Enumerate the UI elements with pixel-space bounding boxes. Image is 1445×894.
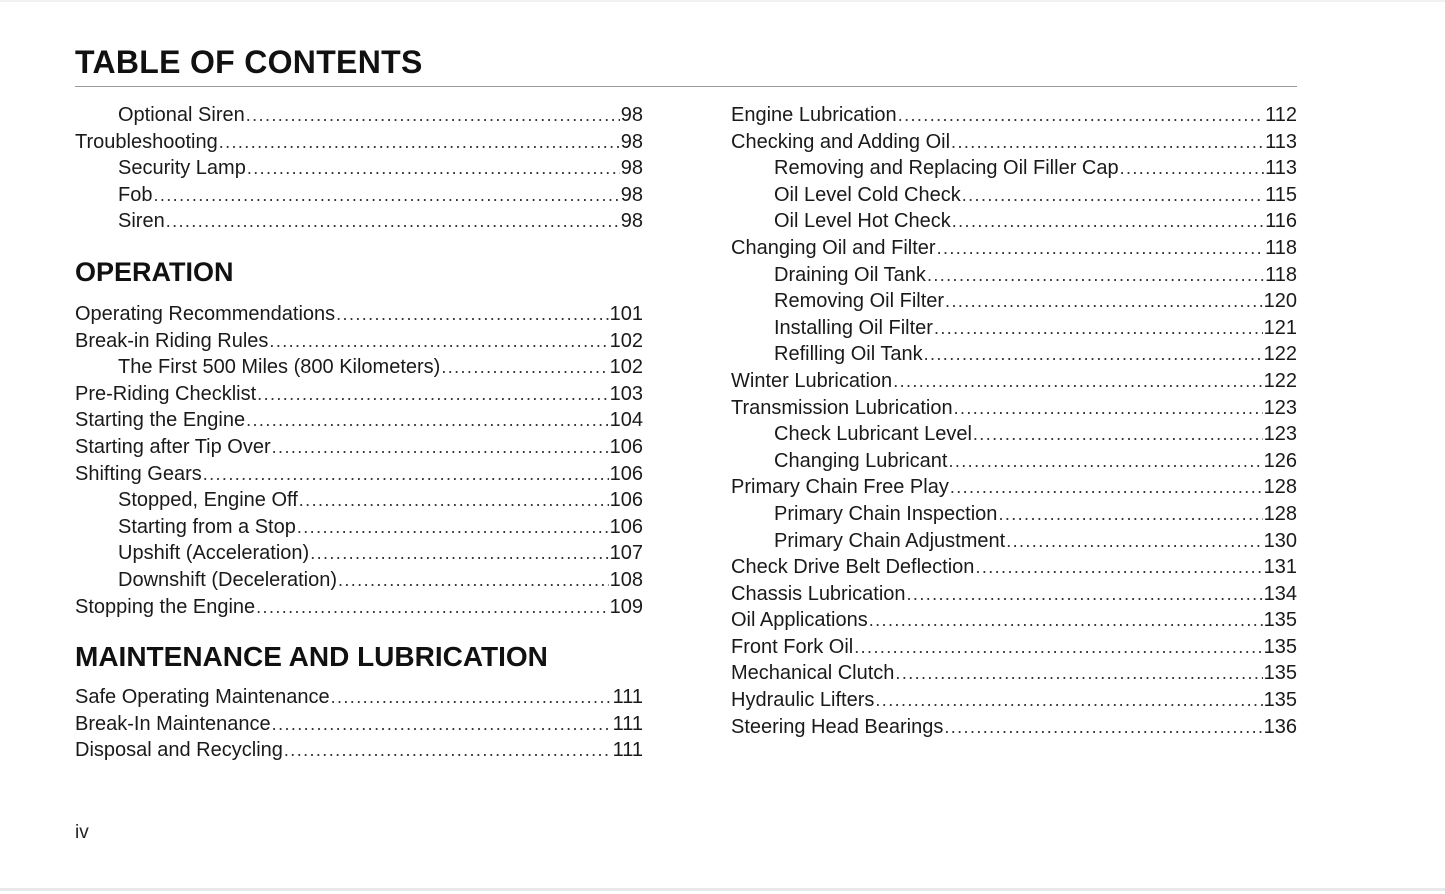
- toc-entry-title: Check Lubricant Level: [774, 423, 972, 446]
- toc-entry-title: Check Drive Belt Deflection: [731, 556, 975, 579]
- dot-leader: [284, 737, 612, 764]
- toc-entry-page: 130: [1263, 529, 1297, 552]
- toc-entry: [75, 407, 643, 434]
- toc-entry-page: 120: [1263, 290, 1297, 313]
- toc-entry-title: Pre-Riding Checklist: [75, 382, 257, 405]
- dot-leader: [299, 487, 609, 514]
- toc-entry: [75, 684, 643, 711]
- toc-entry-page: 135: [1263, 662, 1297, 685]
- toc-entry: [75, 434, 643, 461]
- toc-entry-title: Transmission Lubrication: [731, 396, 953, 419]
- toc-entry-title: Shifting Gears: [75, 462, 202, 485]
- toc-entry: [731, 235, 1297, 262]
- toc-entry-title: Draining Oil Tank: [774, 263, 926, 286]
- toc-entry-title: Refilling Oil Tank: [774, 343, 923, 366]
- toc-entry: [75, 514, 643, 541]
- dot-leader: [895, 660, 1262, 687]
- section-heading-maintenance: MAINTENANCE AND LUBRICATION: [75, 641, 548, 673]
- dot-leader: [257, 381, 608, 408]
- dot-leader: [153, 182, 619, 209]
- toc-entry: [731, 501, 1297, 528]
- toc-entry-title: Engine Lubrication: [731, 104, 897, 126]
- toc-entry: [731, 448, 1297, 475]
- toc-entry: [75, 487, 643, 514]
- dot-leader: [907, 581, 1263, 608]
- toc-entry-title: Operating Recommendations: [75, 302, 336, 325]
- toc-entry: [75, 354, 643, 381]
- toc-entry-page: 98: [620, 157, 643, 180]
- toc-entry-page: 122: [1263, 343, 1297, 366]
- dot-leader: [975, 554, 1262, 581]
- toc-entry-title: Stopping the Engine: [75, 595, 256, 618]
- toc-entry-title: Removing Oil Filter: [774, 290, 945, 313]
- toc-entry: [75, 328, 643, 355]
- toc-entry-title: Changing Lubricant: [774, 449, 948, 472]
- dot-leader: [854, 634, 1262, 661]
- toc-entry: [731, 288, 1297, 315]
- toc-entry-page: 135: [1263, 609, 1297, 632]
- dot-leader: [944, 714, 1262, 741]
- dot-leader: [219, 129, 620, 156]
- toc-entry-page: 98: [620, 210, 643, 233]
- toc-entry-title: Starting the Engine: [75, 409, 246, 432]
- toc-entry: [731, 554, 1297, 581]
- title-divider: [75, 86, 1297, 87]
- toc-entry-page: 123: [1263, 423, 1297, 446]
- dot-leader: [927, 262, 1264, 289]
- toc-entry-page: 115: [1265, 183, 1297, 206]
- toc-entry: [731, 155, 1297, 182]
- dot-leader: [1120, 155, 1265, 182]
- toc-entry-page: 108: [609, 568, 643, 591]
- toc-entry-title: Oil Applications: [731, 609, 868, 632]
- dot-leader: [937, 235, 1265, 262]
- toc-entry-page: 136: [1263, 715, 1297, 738]
- toc-entry-title: Oil Level Hot Check: [774, 210, 951, 233]
- toc-entry-page: 118: [1265, 263, 1297, 286]
- toc-entry-title: Primary Chain Inspection: [774, 502, 998, 525]
- toc-entry-title: Break-In Maintenance: [75, 712, 271, 735]
- toc-entry-page: 106: [609, 462, 643, 485]
- toc-entry: [75, 737, 643, 764]
- toc-entry-title: Upshift (Acceleration): [118, 542, 310, 565]
- dot-leader: [246, 102, 620, 129]
- toc-entry: [731, 368, 1297, 395]
- toc-entry-page: 113: [1265, 157, 1297, 180]
- toc-entry-page: 111: [612, 686, 643, 709]
- toc-entry: [75, 129, 643, 156]
- toc-entry: [731, 660, 1297, 687]
- dot-leader: [256, 594, 608, 621]
- toc-entry-title: Downshift (Deceleration): [118, 568, 337, 591]
- toc-right-column: [731, 102, 1297, 740]
- toc-entry-page: 102: [609, 356, 643, 379]
- dot-leader: [951, 129, 1264, 156]
- dot-leader: [998, 501, 1262, 528]
- dot-leader: [246, 407, 609, 434]
- toc-entry-title: Checking and Adding Oil: [731, 130, 951, 153]
- toc-entry: [731, 474, 1297, 501]
- toc-entry: [75, 208, 643, 235]
- dot-leader: [297, 514, 609, 541]
- toc-entry-title: Disposal and Recycling: [75, 739, 283, 762]
- toc-entry-page: 107: [609, 542, 643, 565]
- toc-entry: [731, 421, 1297, 448]
- dot-leader: [310, 540, 608, 567]
- toc-entry-page: 104: [609, 409, 643, 432]
- toc-entry-page: 131: [1263, 556, 1297, 579]
- toc-entry-title: Mechanical Clutch: [731, 662, 895, 685]
- toc-entry: [731, 528, 1297, 555]
- toc-entry-title: Fob: [118, 183, 153, 206]
- dot-leader: [272, 434, 609, 461]
- toc-entry-title: Chassis Lubrication: [731, 582, 906, 605]
- dot-leader: [1006, 528, 1262, 555]
- toc-entry-page: 128: [1263, 476, 1297, 499]
- dot-leader: [272, 711, 612, 738]
- toc-entry-page: 121: [1263, 316, 1297, 339]
- toc-entry-title: Oil Level Cold Check: [774, 183, 961, 206]
- toc-maintenance-entries: [75, 684, 643, 764]
- toc-entry-page: 102: [609, 329, 643, 352]
- toc-entry-page: 118: [1265, 236, 1297, 259]
- toc-entry-title: Starting after Tip Over: [75, 435, 271, 458]
- toc-entry: [731, 129, 1297, 156]
- toc-entry-title: Security Lamp: [118, 157, 246, 180]
- toc-entry-page: 98: [620, 183, 643, 206]
- toc-entry: [731, 607, 1297, 634]
- dot-leader: [962, 182, 1264, 209]
- dot-leader: [973, 421, 1263, 448]
- toc-entry-title: Front Fork Oil: [731, 635, 854, 658]
- toc-entry: [75, 102, 643, 129]
- toc-entry-page: 111: [612, 739, 643, 762]
- dot-leader: [952, 208, 1264, 235]
- toc-entry: [731, 102, 1297, 129]
- toc-entry-page: 134: [1263, 582, 1297, 605]
- toc-entry: [731, 714, 1297, 741]
- dot-leader: [950, 474, 1263, 501]
- toc-operation-entries: [75, 301, 643, 620]
- toc-entry-page: 122: [1263, 369, 1297, 392]
- toc-entry: [731, 341, 1297, 368]
- toc-entry-title: Siren: [118, 210, 165, 233]
- toc-entry: [75, 711, 643, 738]
- toc-entry-page: 126: [1263, 449, 1297, 472]
- toc-entry-page: 98: [620, 130, 643, 153]
- dot-leader: [441, 354, 608, 381]
- dot-leader: [203, 461, 609, 488]
- dot-leader: [247, 155, 620, 182]
- toc-entry-title: Removing and Replacing Oil Filler Cap: [774, 157, 1119, 180]
- toc-entry-page: 112: [1265, 104, 1297, 126]
- toc-entry-page: 128: [1263, 502, 1297, 525]
- toc-entry: [75, 567, 643, 594]
- dot-leader: [948, 448, 1262, 475]
- toc-top-entries: [75, 102, 643, 235]
- dot-leader: [945, 288, 1263, 315]
- toc-entry: [731, 262, 1297, 289]
- toc-entry-title: Break-in Riding Rules: [75, 329, 269, 352]
- toc-entry-title: Safe Operating Maintenance: [75, 686, 330, 709]
- scan-top-edge: [0, 0, 1445, 2]
- dot-leader: [875, 687, 1262, 714]
- page-title: TABLE OF CONTENTS: [75, 44, 423, 80]
- toc-entry-page: 98: [620, 104, 643, 126]
- page-number: iv: [75, 822, 89, 843]
- toc-entry-title: Winter Lubrication: [731, 369, 893, 392]
- toc-entry-title: Stopped, Engine Off: [118, 489, 298, 512]
- toc-entry-page: 111: [612, 712, 643, 735]
- toc-left-column: [75, 102, 643, 764]
- toc-entry: [731, 208, 1297, 235]
- toc-entry-page: 106: [609, 435, 643, 458]
- toc-entry-title: Steering Head Bearings: [731, 715, 944, 738]
- toc-entry: [731, 315, 1297, 342]
- dot-leader: [924, 341, 1263, 368]
- toc-entry-title: Hydraulic Lifters: [731, 689, 875, 712]
- dot-leader: [934, 315, 1263, 342]
- toc-entry-title: Changing Oil and Filter: [731, 236, 936, 259]
- toc-entry-title: The First 500 Miles (800 Kilometers): [118, 356, 441, 379]
- toc-entry-title: Troubleshooting: [75, 130, 218, 153]
- dot-leader: [893, 368, 1262, 395]
- dot-leader: [166, 208, 620, 235]
- toc-entry-page: 123: [1263, 396, 1297, 419]
- dot-leader: [898, 102, 1264, 129]
- dot-leader: [338, 567, 609, 594]
- toc-entry: [75, 381, 643, 408]
- toc-entry-page: 116: [1265, 210, 1297, 233]
- toc-entry: [75, 155, 643, 182]
- dot-leader: [336, 301, 608, 328]
- scan-bottom-edge: [0, 888, 1445, 891]
- toc-entry-page: 103: [609, 382, 643, 405]
- section-heading-operation: OPERATION: [75, 256, 234, 287]
- toc-entry-page: 101: [609, 302, 643, 325]
- toc-entry: [731, 182, 1297, 209]
- toc-entry: [75, 540, 643, 567]
- dot-leader: [869, 607, 1263, 634]
- dot-leader: [269, 328, 608, 355]
- toc-entry-page: 113: [1265, 130, 1297, 153]
- toc-entry: [75, 461, 643, 488]
- toc-entry-page: 106: [609, 515, 643, 538]
- dot-leader: [331, 684, 612, 711]
- toc-entry: [75, 182, 643, 209]
- toc-entry-title: Installing Oil Filter: [774, 316, 933, 339]
- toc-entry-page: 109: [609, 595, 643, 618]
- toc-entry-title: Optional Siren: [118, 104, 245, 126]
- toc-entry: [731, 395, 1297, 422]
- toc-entry-title: Primary Chain Adjustment: [774, 529, 1006, 552]
- toc-entry-page: 135: [1263, 689, 1297, 712]
- toc-entry: [75, 594, 643, 621]
- toc-right-entries: [731, 102, 1297, 740]
- dot-leader: [954, 395, 1263, 422]
- toc-entry-page: 106: [609, 489, 643, 512]
- toc-entry-page: 135: [1263, 635, 1297, 658]
- toc-entry-title: Starting from a Stop: [118, 515, 296, 538]
- toc-entry: [731, 581, 1297, 608]
- toc-entry-title: Primary Chain Free Play: [731, 476, 949, 499]
- toc-entry: [75, 301, 643, 328]
- toc-entry: [731, 634, 1297, 661]
- toc-entry: [731, 687, 1297, 714]
